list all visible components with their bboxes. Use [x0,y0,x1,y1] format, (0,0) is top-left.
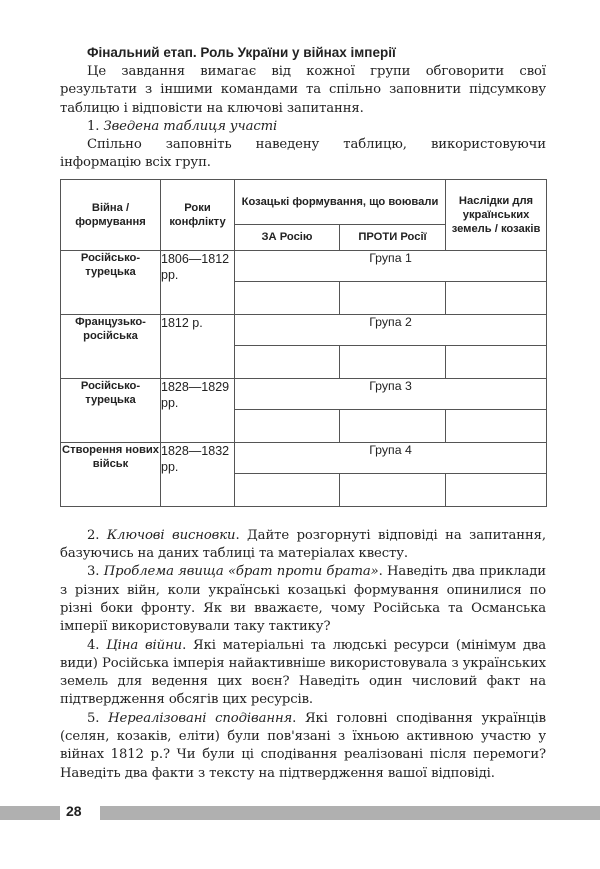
blank-cell [235,473,340,506]
task-5 [60,710,546,783]
task-5-title: Нереалізовані сподівання [108,710,293,726]
task-4-title: Ціна війни [106,637,183,653]
group-label: Група 1 [235,250,547,281]
task-2-title: Ключові висновки [106,527,236,543]
task-4 [60,637,546,710]
blank-cell [446,473,547,506]
header-for-russia: ЗА Росію [235,224,340,250]
blank-cell [446,345,547,378]
header-against-russia: ПРОТИ Росії [340,224,446,250]
group-label: Група 4 [235,442,547,473]
task-1-heading [60,118,546,136]
header-cossack: Козацькі формування, що воювали [235,179,446,224]
blank-cell [340,473,446,506]
footer-bar [100,806,546,820]
years-cell: 1806—1812 рр. [161,250,235,314]
war-cell: Створення нових військ [61,442,161,506]
years-cell: 1828—1832 рр. [161,442,235,506]
page-number: 28 [66,803,82,819]
task-2-text: . Дайте розгорнуті відповіді на запитання, базуючись на даних таблиці та матеріалах квесту. [60,527,546,562]
group-label: Група 2 [235,314,547,345]
page-content [60,44,546,783]
task-1-text: Спільно заповніть наведену таблицю, використовуючи інформацію всіх груп. [60,137,546,171]
blank-cell [235,281,340,314]
table-row [61,442,547,473]
blank-cell [235,409,340,442]
intro-paragraph: Це завдання вимагає від кожної групи обговорити свої результати з іншими командами та спільно заповнити підсумкову таблицю і відповісти на ключові запитання. [60,64,546,116]
war-cell: Російсько-турецька [61,250,161,314]
task-5-text: . Які головні сподівання українців (селян, козаків, еліти) були пов'язані з їхньою активною участю у війнах 1812 р.? Чи були ці сподівання реалізовані після перемоги? Наведіть два факти з тексту на підтвердження вашої відповіді. [60,710,547,781]
footer-bar-right [546,806,600,820]
blank-cell [340,281,446,314]
header-years: Роки конфлікту [161,179,235,250]
table-row [61,378,547,409]
summary-table [60,179,547,507]
years-cell: 1828—1829 рр. [161,378,235,442]
blank-cell [446,281,547,314]
war-cell: Французько-російська [61,314,161,378]
blank-cell [446,409,547,442]
header-war: Війна / формування [61,179,161,250]
table-row [61,314,547,345]
task-4-number: 4. [87,637,107,653]
task-1-number: 1. [87,118,104,134]
task-1-title: Зведена таблиця участі [103,118,278,134]
task-2 [60,527,546,564]
task-3-text: . Наведіть два приклади з різних війн, коли українські козацькі формування опинилися по різні боки фронту. Як ви вважаєте, чому Російська та Османська імперії використовували таку тактику? [60,564,546,635]
task-3 [60,563,546,636]
group-label: Група 3 [235,378,547,409]
blank-cell [340,409,446,442]
header-consequences: Наслідки для українських земель / козаків [446,179,547,250]
task-5-number: 5. [87,710,109,726]
task-2-number: 2. [87,527,107,543]
war-cell: Російсько-турецька [61,378,161,442]
task-3-title: Проблема явища «брат проти брата» [103,564,379,580]
task-4-text: . Які матеріальні та людські ресурси (мінімум два види) Російська імперія найактивніше використовувала з українських земель для ведення цих воєн? Наведіть один числовий факт на підтвердження обсягів цих ресурсів. [60,637,547,708]
blank-cell [340,345,446,378]
section-heading: Фінальний етап. Роль України у війнах імперії [87,45,396,60]
task-3-number: 3. [87,564,104,580]
table-row [61,250,547,281]
blank-cell [235,345,340,378]
footer-bar-left [0,806,60,820]
years-cell: 1812 р. [161,314,235,378]
